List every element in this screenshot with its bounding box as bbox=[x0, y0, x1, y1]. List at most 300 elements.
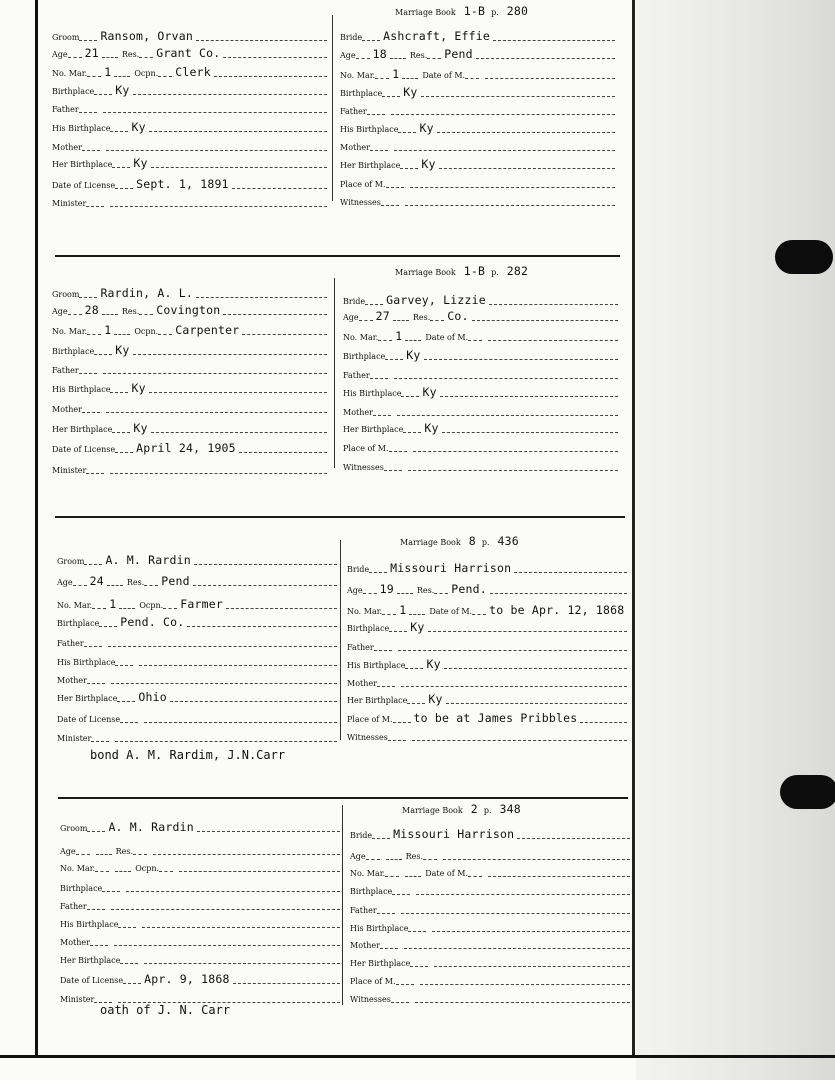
groom-field-row bbox=[52, 318, 327, 336]
bride-witnesses-label: Witnesses bbox=[343, 463, 384, 472]
fill-line bbox=[442, 431, 618, 433]
groom-field-row bbox=[60, 986, 340, 1004]
fill-line bbox=[398, 131, 416, 133]
fill-line bbox=[440, 395, 618, 397]
fill-line bbox=[214, 75, 327, 77]
fill-line bbox=[434, 965, 630, 967]
column-divider bbox=[342, 805, 343, 1005]
fill-line bbox=[163, 607, 177, 609]
groom-name-value: A. M. Rardin bbox=[105, 552, 191, 567]
fill-line bbox=[226, 607, 337, 609]
fill-line bbox=[370, 377, 388, 379]
fill-line bbox=[396, 983, 414, 985]
fill-line bbox=[408, 469, 618, 471]
fill-line bbox=[115, 870, 131, 872]
groom-field-row bbox=[60, 815, 340, 833]
fill-line bbox=[86, 472, 104, 474]
groom-ocpn-value: Farmer bbox=[180, 596, 223, 611]
bride-birthplace-label: Birthplace bbox=[347, 624, 390, 633]
groom-birthplace-label: Birthplace bbox=[52, 87, 95, 96]
bride-birthplace-value: Ky bbox=[406, 347, 421, 362]
bride-his-birthplace-value: Ky bbox=[419, 120, 434, 135]
fill-line bbox=[485, 77, 615, 79]
groom-date-of-license-value: Sept. 1, 1891 bbox=[136, 176, 229, 191]
fill-line bbox=[389, 450, 407, 452]
fill-line bbox=[151, 166, 327, 168]
groom-ocpn-label: Ocpn. bbox=[134, 69, 159, 78]
groom-her-birthplace-label: Her Birthplace bbox=[60, 956, 121, 965]
fill-line bbox=[139, 313, 153, 315]
bride-res-label: Res. bbox=[412, 313, 431, 322]
groom-no-mar-label: No. Mar. bbox=[57, 601, 93, 610]
fill-line bbox=[102, 890, 120, 892]
fill-line bbox=[444, 667, 627, 669]
bride-witnesses-label: Witnesses bbox=[347, 733, 388, 742]
groom-field-row bbox=[52, 457, 327, 475]
fill-line bbox=[389, 630, 407, 632]
fill-line bbox=[170, 700, 337, 702]
fill-line bbox=[106, 411, 327, 413]
groom-father-label: Father bbox=[57, 639, 84, 648]
groom-field-row bbox=[52, 60, 327, 78]
fill-line bbox=[194, 563, 337, 565]
groom-res-label: Res. bbox=[126, 578, 145, 587]
punch-hole bbox=[775, 240, 833, 274]
bride-res-value: Pend bbox=[444, 46, 473, 61]
fill-line bbox=[92, 607, 106, 609]
fill-line bbox=[401, 395, 419, 397]
bride-witnesses-label: Witnesses bbox=[350, 995, 391, 1004]
fill-line bbox=[115, 187, 133, 189]
groom-no-mar-value: 1 bbox=[104, 64, 112, 79]
fill-line bbox=[232, 187, 327, 189]
fill-line bbox=[110, 130, 128, 132]
groom-mother-label: Mother bbox=[57, 676, 87, 685]
fill-line bbox=[391, 1001, 409, 1003]
groom-age-label: Age bbox=[60, 847, 76, 856]
bride-field-row bbox=[340, 80, 615, 98]
marriage-book-header bbox=[400, 534, 525, 548]
book-number: 1-B bbox=[463, 4, 486, 18]
fill-line bbox=[468, 875, 482, 877]
fill-line bbox=[369, 571, 387, 573]
fill-line bbox=[111, 908, 340, 910]
fill-line bbox=[397, 592, 413, 594]
groom-her-birthplace-label: Her Birthplace bbox=[57, 694, 118, 703]
bride-no-mar-value: 1 bbox=[392, 66, 400, 81]
groom-groom-label: Groom bbox=[57, 557, 85, 566]
book-number: 8 bbox=[468, 534, 476, 548]
groom-field-row bbox=[57, 548, 337, 566]
groom-field-row bbox=[60, 875, 340, 893]
fill-line bbox=[68, 56, 82, 58]
fill-line bbox=[393, 319, 409, 321]
fill-line bbox=[465, 77, 479, 79]
groom-name-value: A. M. Rardin bbox=[108, 819, 194, 834]
fill-line bbox=[390, 57, 406, 59]
groom-ocpn-value: Clerk bbox=[175, 64, 211, 79]
fill-line bbox=[187, 625, 337, 627]
bride-age-label: Age bbox=[340, 51, 356, 60]
book-page: 348 bbox=[499, 802, 521, 816]
groom-ocpn-label: Ocpn. bbox=[135, 864, 160, 873]
bride-field-row bbox=[340, 62, 615, 80]
bride-field-row bbox=[350, 860, 630, 878]
bride-her-birthplace-label: Her Birthplace bbox=[350, 959, 411, 968]
fill-line bbox=[380, 947, 398, 949]
groom-father-label: Father bbox=[60, 902, 87, 911]
groom-her-birthplace-label: Her Birthplace bbox=[52, 160, 113, 169]
book-label: Marriage Book bbox=[402, 806, 463, 815]
fill-line bbox=[370, 149, 388, 151]
bride-res-label: Res. bbox=[405, 852, 424, 861]
marriage-book-header bbox=[395, 4, 534, 18]
fill-line bbox=[400, 167, 418, 169]
groom-field-row bbox=[57, 630, 337, 648]
groom-ocpn-value: Carpenter bbox=[175, 322, 240, 337]
page-border-right bbox=[632, 0, 635, 1058]
bride-no-mar-label: No. Mar. bbox=[340, 71, 376, 80]
groom-birthplace-value: Ky bbox=[115, 82, 130, 97]
bride-father-label: Father bbox=[340, 107, 367, 116]
bride-date-of-m-label: Date of M. bbox=[425, 869, 468, 878]
fill-line bbox=[393, 721, 411, 723]
fill-line bbox=[151, 431, 327, 433]
groom-res-value: Pend bbox=[161, 573, 190, 588]
fill-line bbox=[402, 77, 418, 79]
fill-line bbox=[114, 333, 130, 335]
fill-line bbox=[472, 319, 618, 321]
bride-his-birthplace-label: His Birthplace bbox=[343, 389, 402, 398]
page-border-left bbox=[35, 0, 38, 1058]
fill-line bbox=[378, 339, 392, 341]
bride-field-row bbox=[340, 134, 615, 152]
groom-field-row bbox=[57, 706, 337, 724]
groom-father-label: Father bbox=[52, 366, 79, 375]
groom-field-row bbox=[52, 416, 327, 434]
groom-field-row bbox=[52, 151, 327, 169]
fill-line bbox=[488, 339, 618, 341]
groom-age-label: Age bbox=[52, 50, 68, 59]
bride-mother-label: Mother bbox=[340, 143, 370, 152]
fill-line bbox=[375, 77, 389, 79]
fill-line bbox=[144, 962, 340, 964]
groom-res-label: Res. bbox=[115, 847, 134, 856]
bride-birthplace-label: Birthplace bbox=[350, 887, 393, 896]
bride-father-label: Father bbox=[343, 371, 370, 380]
groom-age-label: Age bbox=[52, 307, 68, 316]
bride-field-row bbox=[347, 687, 627, 705]
bride-field-row bbox=[347, 724, 627, 742]
bride-field-row bbox=[347, 652, 627, 670]
groom-no-mar-label: No. Mar. bbox=[52, 327, 88, 336]
groom-father-label: Father bbox=[52, 105, 79, 114]
bride-field-row bbox=[340, 42, 615, 60]
fill-line bbox=[381, 204, 399, 206]
fill-line bbox=[86, 205, 104, 207]
scan-margin bbox=[636, 0, 835, 1080]
fill-line bbox=[87, 682, 105, 684]
bride-field-row bbox=[350, 822, 630, 840]
groom-field-row bbox=[52, 96, 327, 114]
groom-field-row bbox=[57, 610, 337, 628]
groom-field-row bbox=[60, 967, 340, 985]
groom-field-row bbox=[60, 893, 340, 911]
fill-line bbox=[68, 313, 82, 315]
bride-age-value: 27 bbox=[375, 308, 390, 323]
bride-bride-label: Bride bbox=[343, 297, 366, 306]
page-border-bottom bbox=[0, 1055, 835, 1058]
fill-line bbox=[420, 983, 630, 985]
groom-her-birthplace-value: Ky bbox=[133, 420, 148, 435]
groom-groom-label: Groom bbox=[52, 33, 80, 42]
bride-field-row bbox=[347, 670, 627, 688]
groom-his-birthplace-label: His Birthplace bbox=[52, 124, 111, 133]
fill-line bbox=[73, 584, 87, 586]
groom-her-birthplace-label: Her Birthplace bbox=[52, 425, 113, 434]
bride-his-birthplace-label: His Birthplace bbox=[340, 125, 399, 134]
fill-line bbox=[476, 57, 615, 59]
bride-field-row bbox=[343, 399, 618, 417]
fill-line bbox=[159, 870, 173, 872]
groom-birthplace-label: Birthplace bbox=[57, 619, 100, 628]
bride-res-value: Pend. bbox=[451, 581, 487, 596]
fill-line bbox=[133, 93, 327, 95]
groom-age-value: 28 bbox=[84, 302, 99, 317]
fill-line bbox=[412, 739, 627, 741]
bride-date-of-m-value: to be Apr. 12, 1868 bbox=[489, 602, 625, 617]
fill-line bbox=[356, 57, 370, 59]
bride-field-row bbox=[350, 932, 630, 950]
fill-line bbox=[239, 451, 327, 453]
bride-field-row bbox=[347, 577, 627, 595]
fill-line bbox=[149, 130, 327, 132]
fill-line bbox=[102, 313, 118, 315]
bride-place-of-m-value: to be at James Pribbles bbox=[413, 710, 578, 725]
record-separator bbox=[55, 255, 620, 257]
bride-field-row bbox=[347, 556, 627, 574]
fill-line bbox=[468, 339, 482, 341]
groom-res-label: Res. bbox=[121, 50, 140, 59]
book-page-label: p. bbox=[483, 806, 492, 815]
fill-line bbox=[398, 649, 627, 651]
fill-line bbox=[392, 893, 410, 895]
groom-name-value: Ransom, Orvan bbox=[100, 28, 194, 43]
fill-line bbox=[119, 607, 135, 609]
book-page-label: p. bbox=[491, 8, 499, 17]
fill-line bbox=[126, 890, 340, 892]
fill-line bbox=[421, 95, 615, 97]
groom-field-row bbox=[60, 911, 340, 929]
fill-line bbox=[362, 39, 380, 41]
fill-line bbox=[405, 339, 421, 341]
groom-mother-label: Mother bbox=[52, 143, 82, 152]
bride-birthplace-value: Ky bbox=[410, 619, 425, 634]
groom-ocpn-label: Ocpn. bbox=[139, 601, 164, 610]
groom-minister-label: Minister bbox=[52, 199, 87, 208]
fill-line bbox=[87, 908, 105, 910]
bride-field-row bbox=[340, 189, 615, 207]
groom-field-row bbox=[57, 569, 337, 587]
bride-bride-label: Bride bbox=[350, 831, 373, 840]
bride-age-value: 18 bbox=[372, 46, 387, 61]
fill-line bbox=[193, 584, 337, 586]
fill-line bbox=[87, 75, 101, 77]
groom-minister-label: Minister bbox=[60, 995, 95, 1004]
groom-field-row bbox=[52, 357, 327, 375]
fill-line bbox=[79, 111, 97, 113]
fill-line bbox=[386, 186, 404, 188]
groom-field-row bbox=[52, 396, 327, 414]
bride-place-of-m-label: Place of M. bbox=[340, 180, 386, 189]
bride-field-row bbox=[350, 843, 630, 861]
groom-field-row bbox=[52, 338, 327, 356]
groom-res-value: Grant Co. bbox=[156, 45, 221, 60]
groom-minister-label: Minister bbox=[57, 734, 92, 743]
fill-line bbox=[112, 431, 130, 433]
groom-field-row bbox=[52, 78, 327, 96]
fill-line bbox=[102, 56, 118, 58]
groom-res-label: Res. bbox=[121, 307, 140, 316]
record-separator bbox=[55, 516, 625, 518]
bride-no-mar-label: No. Mar. bbox=[350, 869, 386, 878]
fill-line bbox=[242, 333, 327, 335]
fill-line bbox=[110, 391, 128, 393]
groom-field-row bbox=[52, 24, 327, 42]
bride-date-of-m-label: Date of M. bbox=[422, 71, 466, 80]
groom-mother-label: Mother bbox=[52, 405, 82, 414]
fill-line bbox=[410, 965, 428, 967]
fill-line bbox=[490, 592, 627, 594]
groom-field-row bbox=[52, 134, 327, 152]
bride-field-row bbox=[343, 304, 618, 322]
fill-line bbox=[403, 431, 421, 433]
bride-field-row bbox=[340, 24, 615, 42]
groom-field-row bbox=[60, 947, 340, 965]
bride-birthplace-label: Birthplace bbox=[340, 89, 383, 98]
fill-line bbox=[439, 167, 615, 169]
fill-line bbox=[394, 377, 618, 379]
bride-mother-label: Mother bbox=[350, 941, 380, 950]
bride-her-birthplace-label: Her Birthplace bbox=[343, 425, 404, 434]
bride-field-row bbox=[350, 897, 630, 915]
fill-line bbox=[158, 333, 172, 335]
book-label: Marriage Book bbox=[400, 538, 461, 547]
fill-line bbox=[117, 700, 135, 702]
groom-birthplace-label: Birthplace bbox=[60, 884, 103, 893]
book-page: 282 bbox=[506, 264, 529, 278]
fill-line bbox=[139, 56, 153, 58]
fill-line bbox=[377, 912, 395, 914]
fill-line bbox=[424, 358, 618, 360]
bride-father-label: Father bbox=[347, 643, 374, 652]
fill-line bbox=[84, 645, 102, 647]
record-separator bbox=[58, 797, 628, 799]
fill-line bbox=[404, 947, 630, 949]
fill-line bbox=[118, 926, 136, 928]
fill-line bbox=[363, 592, 377, 594]
bride-age-label: Age bbox=[347, 586, 363, 595]
fill-line bbox=[384, 469, 402, 471]
groom-field-row bbox=[52, 115, 327, 133]
fill-line bbox=[514, 571, 627, 573]
bride-field-row bbox=[343, 324, 618, 342]
fill-line bbox=[133, 353, 327, 355]
fill-line bbox=[94, 93, 112, 95]
fill-line bbox=[103, 111, 327, 113]
fill-line bbox=[115, 451, 133, 453]
groom-field-row bbox=[57, 685, 337, 703]
groom-age-value: 24 bbox=[89, 573, 104, 588]
fill-line bbox=[139, 664, 337, 666]
bride-field-row bbox=[347, 598, 627, 616]
fill-line bbox=[123, 982, 141, 984]
groom-field-row bbox=[60, 838, 340, 856]
book-number: 2 bbox=[470, 802, 478, 816]
fill-line bbox=[580, 721, 627, 723]
fill-line bbox=[233, 982, 340, 984]
fill-line bbox=[223, 56, 327, 58]
book-label: Marriage Book bbox=[395, 8, 456, 17]
book-page-label: p. bbox=[481, 538, 490, 547]
bride-field-row bbox=[350, 968, 630, 986]
bride-field-row bbox=[350, 878, 630, 896]
fill-line bbox=[108, 645, 337, 647]
groom-field-row bbox=[60, 855, 340, 873]
fill-line bbox=[391, 113, 615, 115]
fill-line bbox=[517, 837, 630, 839]
bride-age-label: Age bbox=[343, 313, 359, 322]
groom-birthplace-label: Birthplace bbox=[52, 347, 95, 356]
bride-field-row bbox=[350, 950, 630, 968]
fill-line bbox=[405, 875, 421, 877]
book-label: Marriage Book bbox=[395, 268, 456, 277]
bride-field-row bbox=[340, 171, 615, 189]
fill-line bbox=[95, 870, 109, 872]
bride-field-row bbox=[343, 343, 618, 361]
bride-her-birthplace-label: Her Birthplace bbox=[347, 696, 408, 705]
groom-ocpn-label: Ocpn. bbox=[134, 327, 159, 336]
fill-line bbox=[416, 893, 630, 895]
bride-name-value: Missouri Harrison bbox=[390, 560, 512, 575]
fill-line bbox=[446, 702, 627, 704]
fill-line bbox=[144, 584, 158, 586]
bride-age-label: Age bbox=[350, 852, 366, 861]
fill-line bbox=[415, 1001, 630, 1003]
groom-field-row bbox=[52, 41, 327, 59]
column-divider bbox=[334, 278, 335, 468]
fill-line bbox=[430, 319, 444, 321]
bride-her-birthplace-value: Ky bbox=[424, 420, 439, 435]
groom-no-mar-value: 1 bbox=[104, 322, 112, 337]
fill-line bbox=[99, 625, 117, 627]
groom-date-of-license-label: Date of License bbox=[57, 715, 121, 724]
fill-line bbox=[428, 630, 627, 632]
fill-line bbox=[434, 592, 448, 594]
groom-birthplace-value: Pend. Co. bbox=[120, 614, 185, 629]
groom-field-row bbox=[57, 592, 337, 610]
fill-line bbox=[367, 113, 385, 115]
marriage-book-header bbox=[402, 802, 527, 816]
bride-res-value: Co. bbox=[447, 308, 469, 323]
record-note: bond A. M. Rardim, J.N.Carr bbox=[90, 748, 286, 762]
bride-field-row bbox=[340, 152, 615, 170]
groom-minister-label: Minister bbox=[52, 466, 87, 475]
bride-birthplace-value: Ky bbox=[403, 84, 418, 99]
bride-father-label: Father bbox=[350, 906, 377, 915]
fill-line bbox=[488, 875, 630, 877]
fill-line bbox=[394, 149, 615, 151]
